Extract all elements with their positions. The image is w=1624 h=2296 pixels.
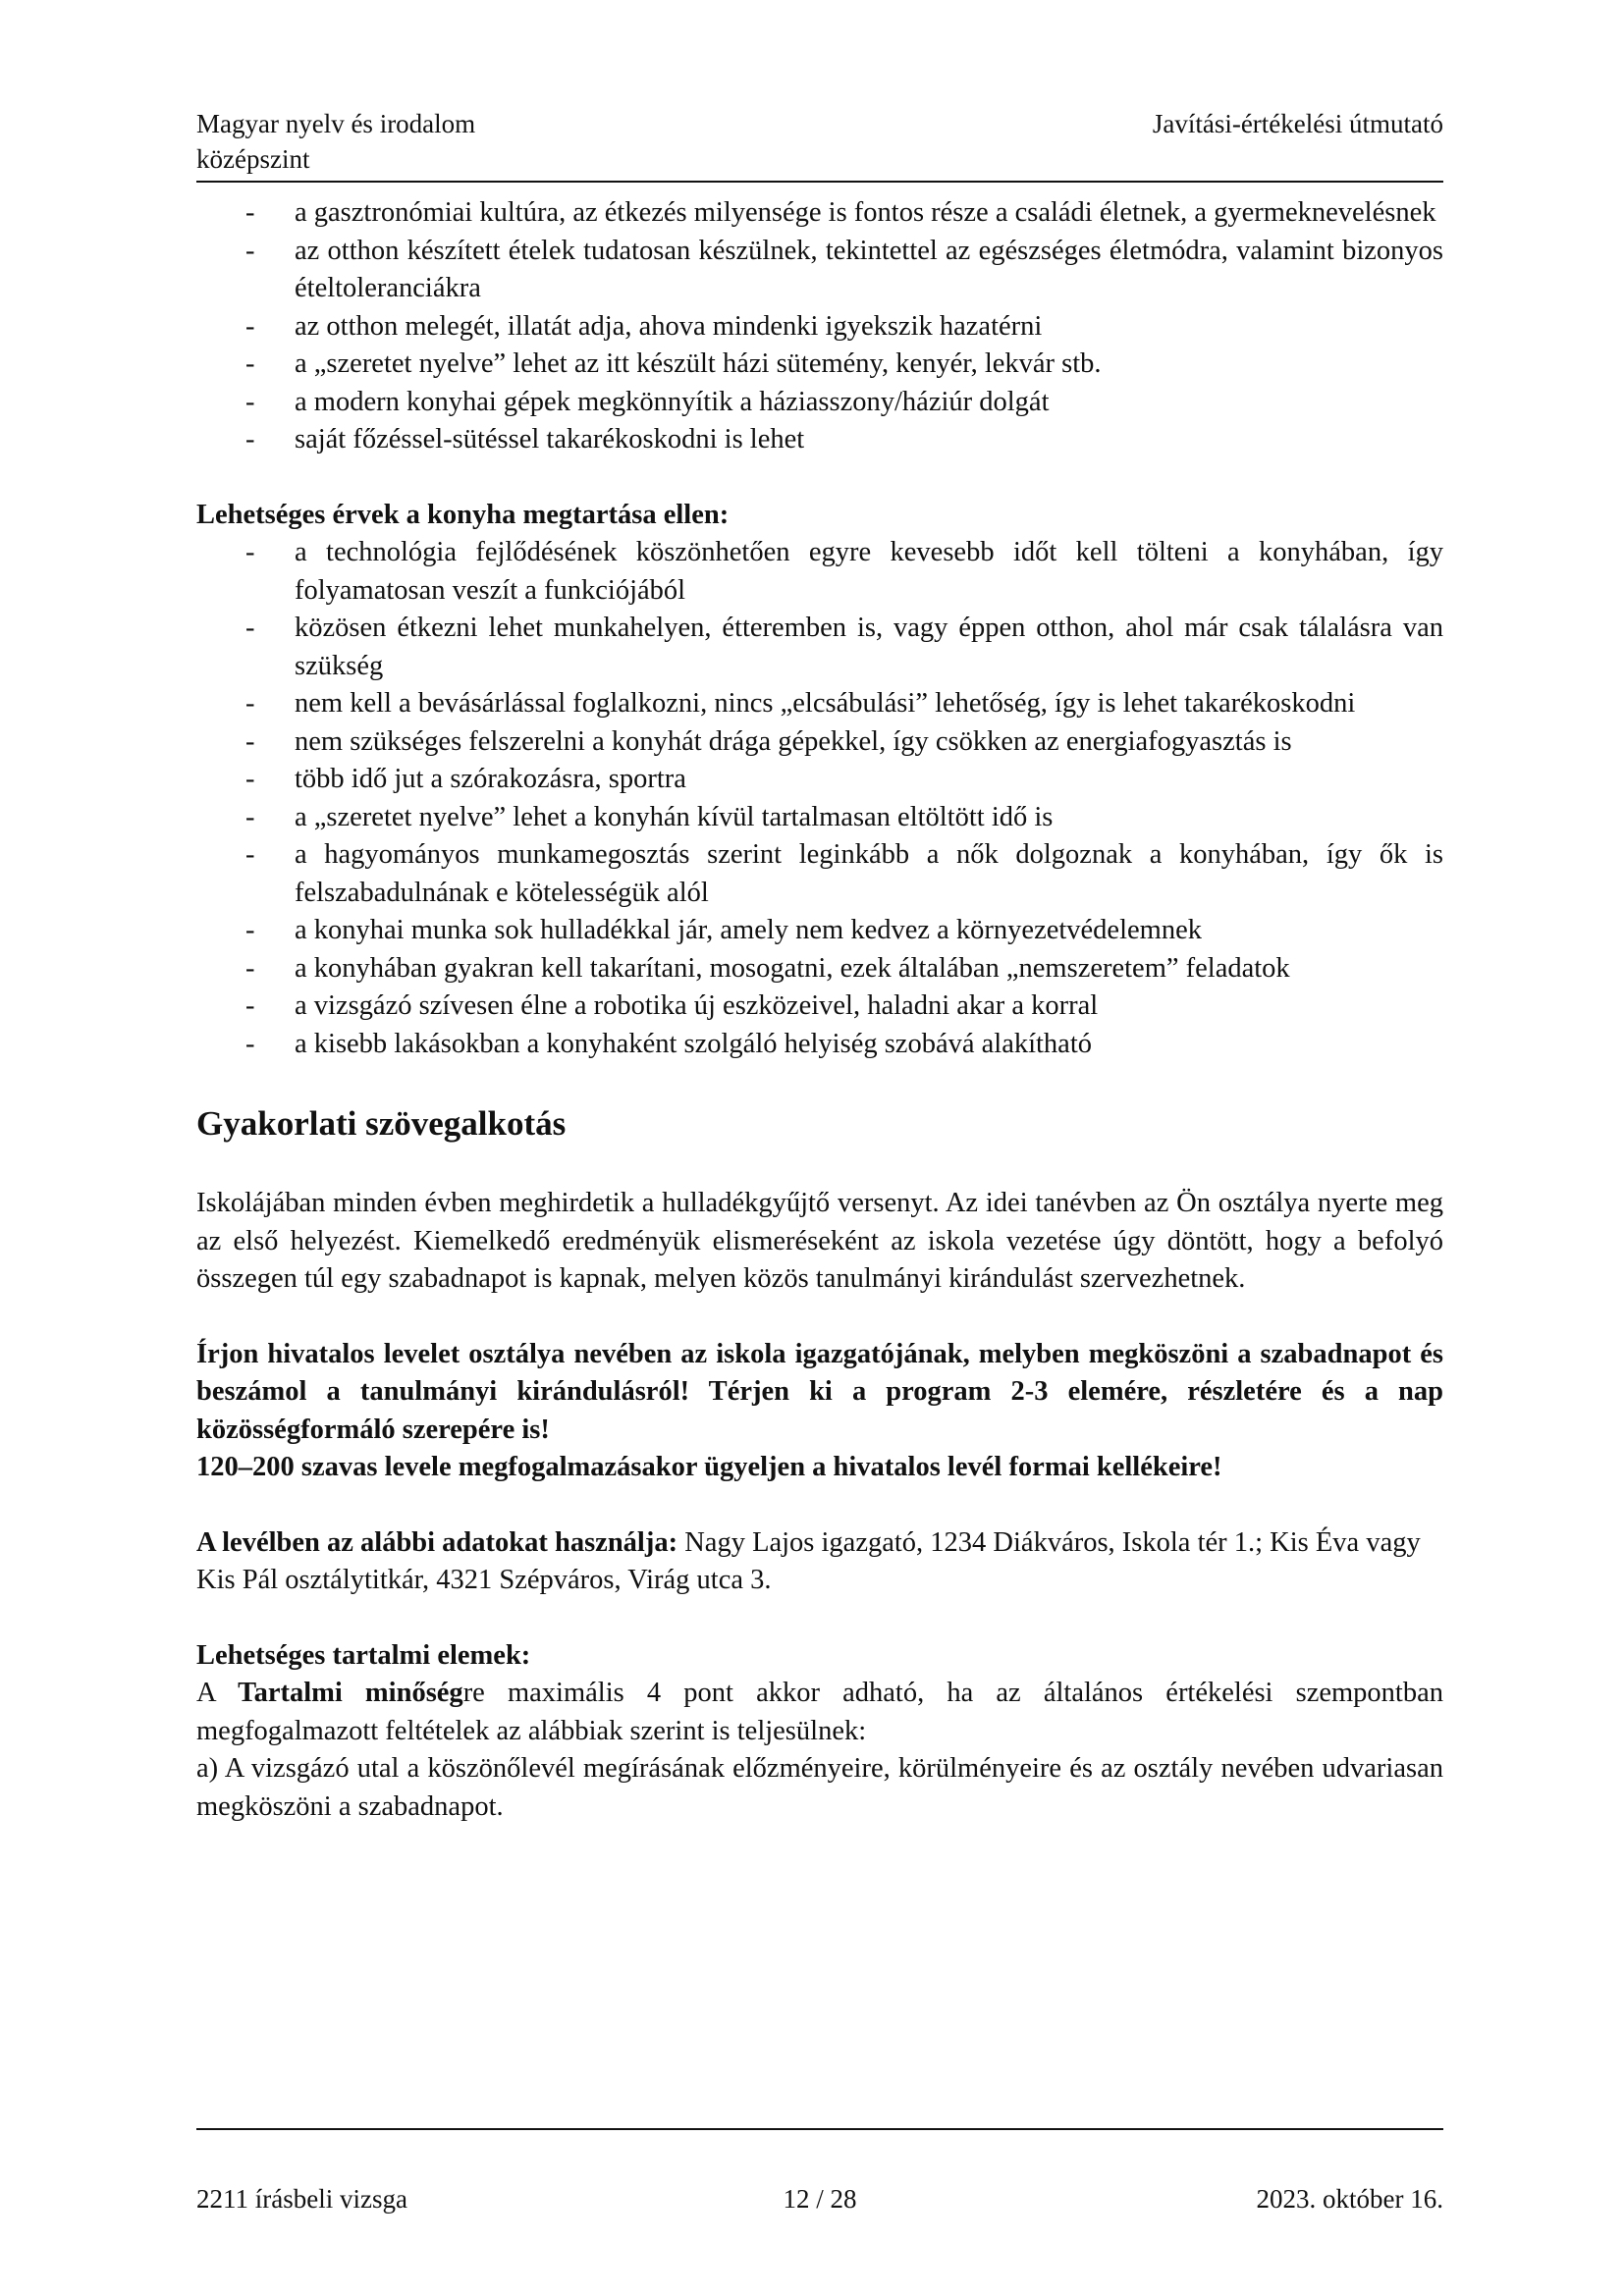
letter-data-text: Nagy Lajos igazgató, 1234 Diákváros, Iskola tér 1.; Kis Éva vagy Kis Pál osztálytitkár, 4321 Szépváros, Virág utca 3.: [196, 1526, 1421, 1595]
exam-date: 2023. október 16.: [1256, 2184, 1443, 2214]
section-title: Gyakorlati szövegalkotás: [196, 1104, 567, 1143]
intro-paragraph: Iskolájában minden évben meghirdetik a hulladékgyűjtő versenyt. Az idei tanévben az Ön osztálya nyerte meg az első helyezést. Kiemelkedő eredményük elismeréseként az iskola vezetése úgy döntött, hogy a befolyó összegen túl egy szabadnapot is kapnak, melyen közös tanulmányi kirándulást szervezhetnek.: [196, 1188, 1443, 1294]
letter-data-label: A levélben az alábbi adatokat használja:: [196, 1526, 678, 1558]
list-item: - a vizsgázó szívesen élne a robotika új eszközeivel, haladni akar a korral: [245, 990, 1099, 1021]
list-item: - nem szükséges felszerelni a konyhát drága gépekkel, így csökken az energiafogyasztás is: [245, 725, 1292, 757]
content-quality-term: Tartalmi minőség: [238, 1678, 463, 1708]
list-item: - az otthon melegét, illatát adja, ahova mindenki igyekszik hazatérni: [245, 310, 1043, 342]
subject-title: Magyar nyelv és irodalom: [196, 109, 476, 138]
list-item: - közösen étkezni lehet munkahelyen, étteremben is, vagy éppen otthon, ahol már csak tálalásra van szükség: [245, 613, 1443, 681]
arguments-for-list: [196, 194, 1443, 459]
list-item: - a „szeretet nyelve” lehet az itt készült házi sütemény, kenyér, lekvár stb.: [245, 348, 1102, 379]
task-word-limit: 120–200 szavas levele megfogalmazásakor ügyeljen a hivatalos levél formai kellékeire!: [196, 1452, 1222, 1482]
list-item: - a hagyományos munkamegosztás szerint leginkább a nők dolgoznak a konyhában, így ők is felszabadulnának e kötelességük alól: [245, 839, 1443, 908]
list-item: - az otthon készített ételek tudatosan készülnek, tekintettel az egészséges életmódra, valamint bizonyos ételtoleranciákra: [245, 235, 1443, 303]
content-quality-paragraph: A Tartalmi minőségre maximális 4 pont akkor adható, ha az általános értékelési szempontban megfogalmazott feltételek az alábbiak szerint is teljesülnek:: [196, 1678, 1443, 1746]
level-label: középszint: [196, 144, 310, 174]
page: [196, 106, 1443, 1826]
list-item: - a gasztronómiai kultúra, az étkezés milyensége is fontos része a családi életnek, a gyermeknevelésnek: [245, 197, 1436, 228]
list-item: - a konyhában gyakran kell takarítani, mosogatni, ezek általában „nemszeretem” feladatok: [245, 952, 1290, 984]
list-item: - a „szeretet nyelve” lehet a konyhán kívül tartalmasan eltöltött idő is: [245, 801, 1054, 832]
header-left: [196, 106, 475, 177]
exam-code: 2211 írásbeli vizsga: [196, 2184, 407, 2214]
content-elements: [196, 1637, 1443, 1827]
list-item: - saját főzéssel-sütéssel takarékoskodni is lehet: [245, 424, 805, 454]
page-number: 12 / 28: [783, 2184, 857, 2214]
list-item: - a modern konyhai gépek megkönnyítik a háziasszony/háziúr dolgát: [245, 386, 1050, 417]
footer-divider: [196, 2128, 1443, 2130]
page-header: [196, 106, 1443, 177]
list-item: - több idő jut a szórakozásra, sportra: [245, 764, 686, 794]
page-footer: [196, 2181, 1443, 2216]
document-type: Javítási-értékelési útmutató: [1152, 109, 1443, 138]
list-item: - nem kell a bevásárlással foglalkozni, nincs „elcsábulási” lehetőség, így is lehet takarékoskodni: [245, 688, 1356, 719]
header-divider: [196, 181, 1443, 183]
task-instructions: [196, 1336, 1443, 1487]
arguments-against-list: [196, 534, 1443, 1063]
content-point-a: a) A vizsgázó utal a köszönőlevél megírásának előzményeire, körülményeire és az osztály nevében udvariasan megköszöni a szabadnapot.: [196, 1753, 1443, 1822]
list-item: - a konyhai munka sok hulladékkal jár, amely nem kedvez a környezetvédelemnek: [245, 915, 1202, 945]
list-item: - a technológia fejlődésének köszönhetően egyre kevesebb időt kell tölteni a konyhában, így folyamatosan veszít a funkciójából: [245, 537, 1443, 606]
content-elements-heading: Lehetséges tartalmi elemek:: [196, 1639, 531, 1671]
task-text: Írjon hivatalos levelet osztálya nevében az iskola igazgatójának, melyben megköszöni a szabadnapot és beszámol a tanulmányi kirándulásról! Térjen ki a program 2-3 elemére, részletére és a nap közösségformáló szerepére is!: [196, 1338, 1443, 1445]
letter-data-paragraph: [196, 1524, 1443, 1600]
page-body: [196, 194, 1443, 1826]
list-item: - a kisebb lakásokban a konyhaként szolgáló helyiség szobává alakítható: [245, 1028, 1092, 1059]
arguments-against-heading: Lehetséges érvek a konyha megtartása ellen:: [196, 499, 730, 530]
